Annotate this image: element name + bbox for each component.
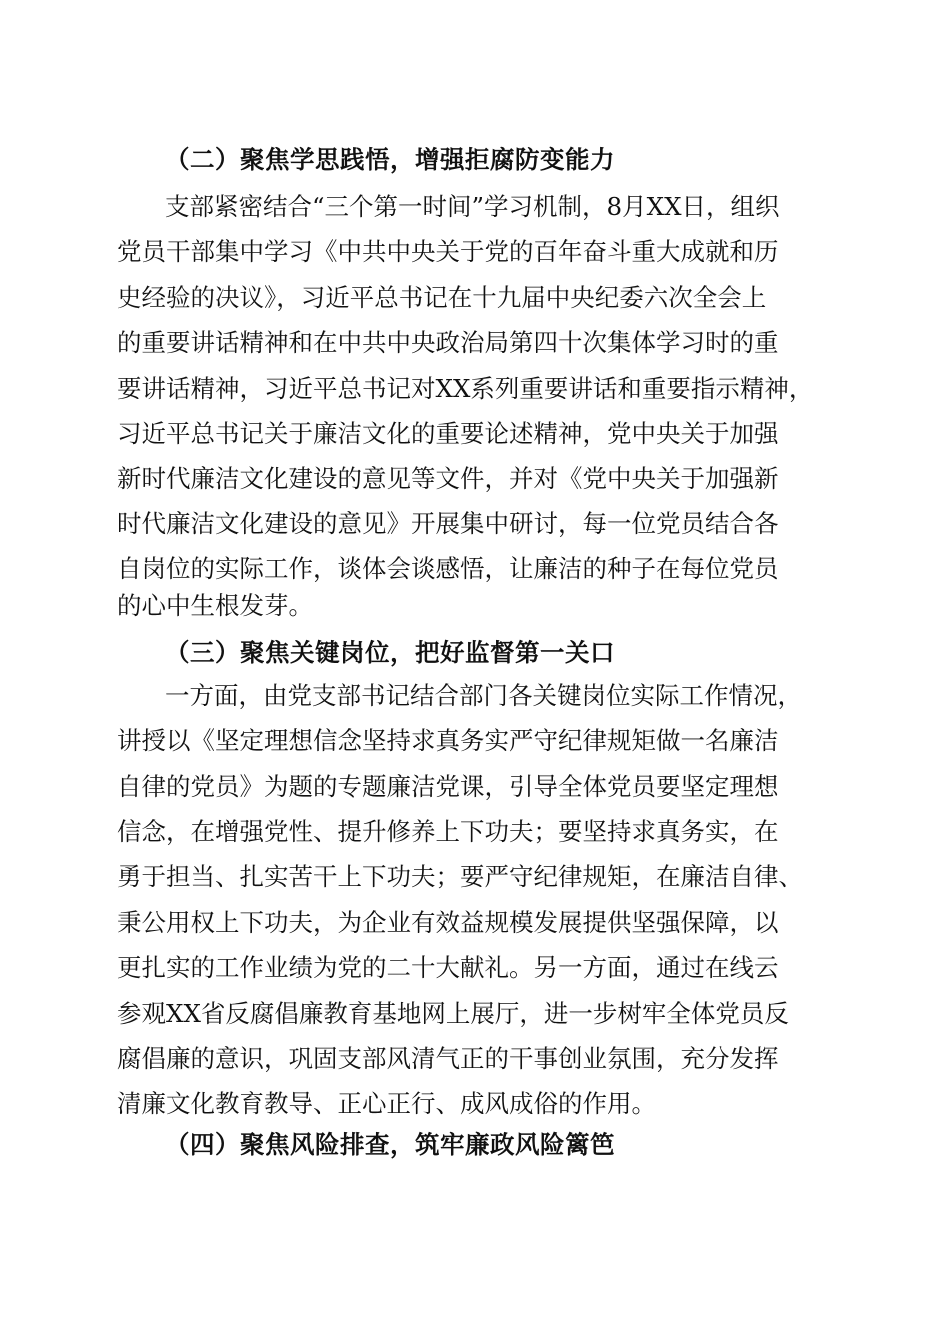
section-heading-3: （三）聚焦关键岗位，把好监督第一关口 [165,638,615,667]
paragraph-line: 一方面，由党支部书记结合部门各关键岗位实际工作情况， [165,681,802,710]
paragraph-line: 信念，在增强党性、提升修养上下功夫；要坚持求真务实，在 [117,817,779,846]
section-heading-2: （二）聚焦学思践悟，增强拒腐防变能力 [165,145,615,174]
paragraph-line: 自律的党员》为题的专题廉洁党课，引导全体党员要坚定理想 [117,772,779,801]
paragraph-line: 讲授以《坚定理想信念坚持求真务实严守纪律规矩做一名廉洁 [117,726,779,755]
paragraph-line: 腐倡廉的意识，巩固支部风清气正的干事创业氛围，充分发挥 [117,1044,779,1073]
paragraph-line: 支部紧密结合“三个第一时间”学习机制，8月XX日，组织 [165,192,780,221]
paragraph-line: 时代廉洁文化建设的意见》开展集中研讨，每一位党员结合各 [117,509,779,538]
paragraph-line: 史经验的决议》，习近平总书记在十九届中央纪委六次全会上 [117,283,767,312]
paragraph-line: 更扎实的工作业绩为党的二十大献礼。另一方面，通过在线云 [117,953,779,982]
paragraph-line: 清廉文化教育教导、正心正行、成风成俗的作用。 [117,1089,656,1118]
paragraph-line: 的重要讲话精神和在中共中央政治局第四十次集体学习时的重 [117,328,779,357]
paragraph-line: 的心中生根发芽。 [117,591,313,620]
paragraph-line: 新时代廉洁文化建设的意见等文件，并对《党中央关于加强新 [117,464,779,493]
paragraph-line: 参观XX省反腐倡廉教育基地网上展厅，进一步树牢全体党员反 [117,999,789,1028]
paragraph-line: 习近平总书记关于廉洁文化的重要论述精神，党中央关于加强 [117,419,779,448]
paragraph-line: 党员干部集中学习《中共中央关于党的百年奋斗重大成就和历 [117,237,779,266]
paragraph-line: 勇于担当、扎实苦干上下功夫；要严守纪律规矩，在廉洁自律、 [117,862,803,891]
paragraph-line: 自岗位的实际工作，谈体会谈感悟，让廉洁的种子在每位党员 [117,554,779,583]
section-heading-4: （四）聚焦风险排查，筑牢廉政风险篱笆 [165,1130,615,1159]
paragraph-line: 秉公用权上下功夫，为企业有效益规模发展提供坚强保障，以 [117,908,779,937]
paragraph-line: 要讲话精神，习近平总书记对XX系列重要讲话和重要指示精神， [117,374,814,403]
